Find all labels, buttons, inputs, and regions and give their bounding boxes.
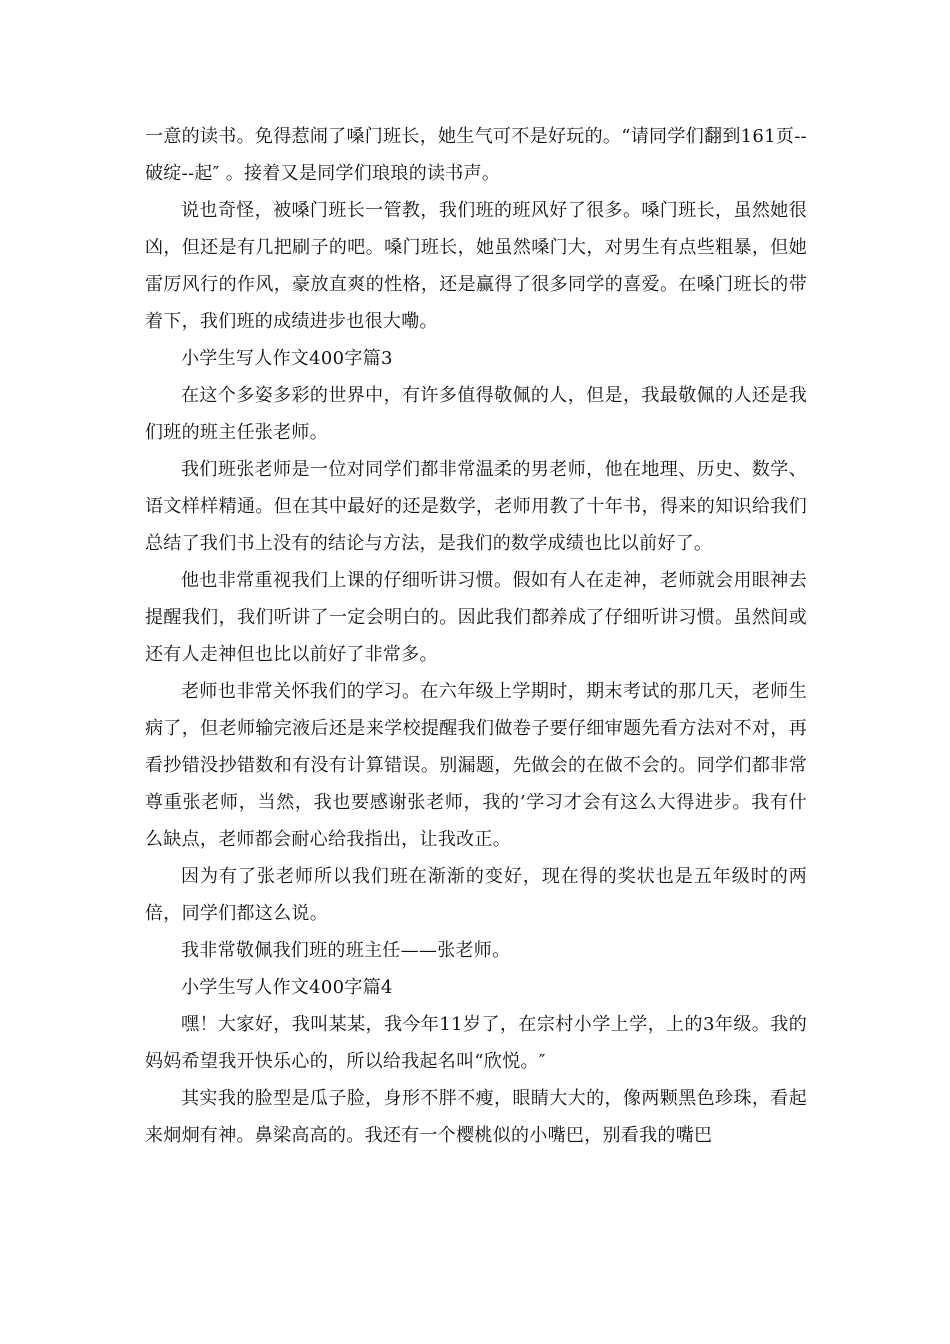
paragraph: 因为有了张老师所以我们班在渐渐的变好，现在得的奖状也是五年级时的两倍，同学们都这么说。	[145, 866, 807, 924]
paragraph: 一意的读书。免得惹闹了嗓门班长，她生气可不是好玩的。“请同学们翻到161页--破绽--起″ 。接着又是同学们琅琅的读书声。	[145, 126, 807, 184]
section-heading: 小学生写人作文400字篇3	[181, 348, 393, 369]
paragraph: 老师也非常关怀我们的学习。在六年级上学期时，期末考试的那几天，老师生病了，但老师输完液后还是来学校提醒我们做卷子要仔细审题先看方法对不对，再看抄错没抄错数和有没有计算错误。别漏题，先做会的在做不会的。同学们都非常尊重张老师，当然，我也要感谢张老师，我的’学习才会有这么大得进步。我有什么缺点，老师都会耐心给我指出，让我改正。	[145, 681, 807, 850]
document-body	[145, 118, 807, 1154]
paragraph: 嘿！大家好，我叫某某，我今年11岁了，在宗村小学上学，上的3年级。我的妈妈希望我开快乐心的，所以给我起名叫“欣悦。″	[145, 1014, 807, 1072]
paragraph: 说也奇怪，被嗓门班长一管教，我们班的班风好了很多。嗓门班长，虽然她很凶，但还是有几把刷子的吧。嗓门班长，她虽然嗓门大，对男生有点些粗暴，但她雷厉风行的作风，豪放直爽的性格，还是赢得了很多同学的喜爱。在嗓门班长的带着下，我们班的成绩进步也很大嘞。	[145, 200, 807, 332]
section-heading: 小学生写人作文400字篇4	[181, 977, 393, 998]
paragraph: 我非常敬佩我们班的班主任——张老师。	[181, 940, 511, 961]
paragraph: 其实我的脸型是瓜子脸，身形不胖不瘦，眼睛大大的，像两颗黑色珍珠，看起来炯炯有神。鼻梁高高的。我还有一个樱桃似的小嘴巴，别看我的嘴巴	[145, 1088, 807, 1146]
paragraph: 在这个多姿多彩的世界中，有许多值得敬佩的人，但是，我最敬佩的人还是我们班的班主任张老师。	[145, 385, 807, 443]
paragraph: 我们班张老师是一位对同学们都非常温柔的男老师，他在地理、历史、数学、语文样样精通。但在其中最好的还是数学，老师用教了十年书，得来的知识给我们总结了我们书上没有的结论与方法，是我们的数学成绩也比以前好了。	[145, 459, 807, 554]
paragraph: 他也非常重视我们上课的仔细听讲习惯。假如有人在走神，老师就会用眼神去提醒我们，我们听讲了一定会明白的。因此我们都养成了仔细听讲习惯。虽然间或还有人走神但也比以前好了非常多。	[145, 570, 807, 665]
